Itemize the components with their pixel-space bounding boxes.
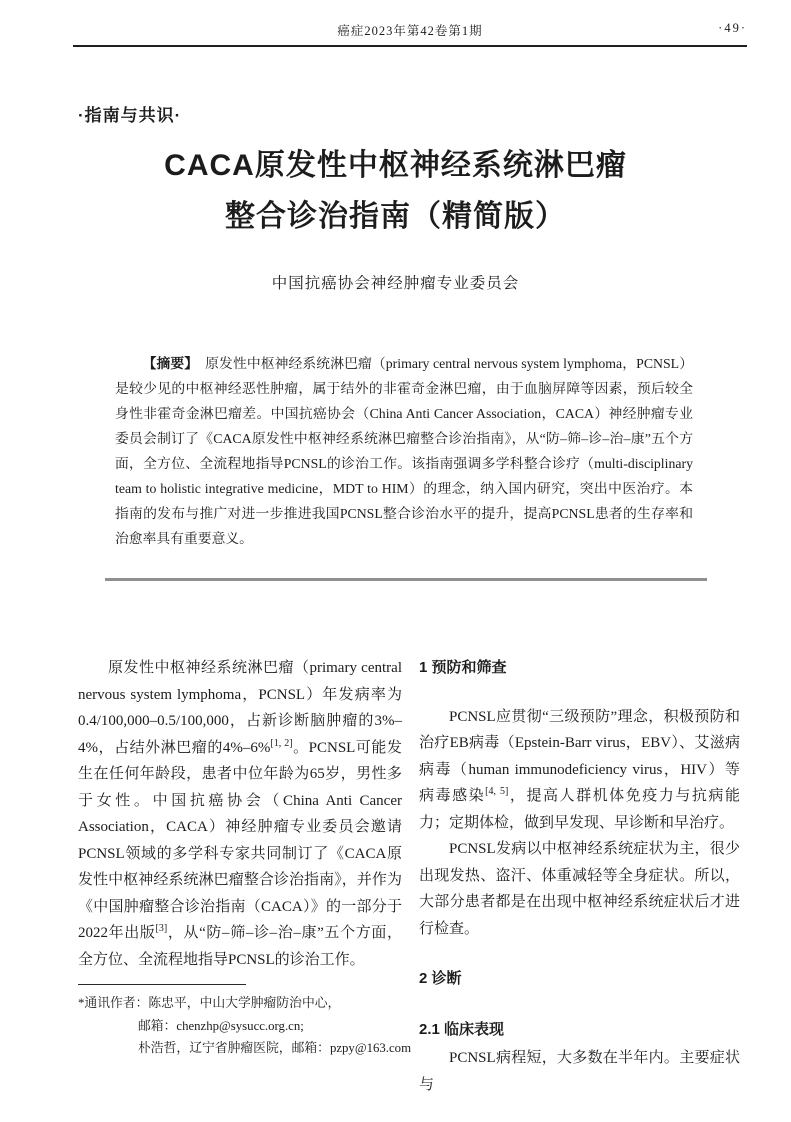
section1-text-2: ，提高人群机体免疫力与抗病能力；定期体检，做到早发现、早诊断和早治疗。: [419, 788, 740, 831]
article-title-line1: CACA原发性中枢神经系统淋巴瘤: [164, 149, 627, 182]
intro-text-3: ，从“防–筛–诊–治–康”五个方面，全方位、全流程地指导PCNSL的诊治工作。: [78, 925, 402, 968]
section1-text-1: PCNSL应贯彻“三级预防”理念，积极预防和治疗EB病毒（Epstein-Barr virus，EBV）、艾滋病病毒（human immunodeficiency virus，HIV）等病毒感染: [419, 708, 740, 804]
footnote-line2: 邮箱：chenzhp@sysucc.org.cn;: [138, 1018, 304, 1033]
citation-ref-4-5: [4, 5]: [485, 786, 509, 797]
byline: 中国抗癌协会神经肿瘤专业委员会: [271, 275, 520, 292]
article-title: [0, 140, 791, 242]
footnote-line1: *通讯作者：陈忠平，中山大学肿瘤防治中心，: [78, 996, 341, 1010]
corresponding-author-footnote: [78, 984, 418, 1060]
abstract-text: 原发性中枢神经系统淋巴瘤（primary central nervous system lymphoma，PCNSL）是较少见的中枢神经恶性肿瘤，属于结外的非霍奇金淋巴瘤，由于血脑屏障等因素，预后较全身性非霍奇金淋巴瘤差。中国抗癌协会（China Anti Cancer Association，CACA）神经肿瘤专业委员会制订了《CACA原发性中枢神经系统淋巴瘤整合诊治指南》，从“防–筛–诊–治–康”五个方面，全方位、全流程地指导PCNSL的诊治工作。该指南强调多学科整合诊疗（multi-disciplinary team to holistic integrative medicine，MDT to HIM）的理念，纳入国内研究，突出中医治疗。本指南的发布与推广对进一步推进我国PCNSL整合诊治水平的提升，提高PCNSL患者的生存率和治愈率具有重要意义。: [115, 356, 693, 546]
article-title-line2: 整合诊治指南（精简版）: [225, 200, 566, 233]
abstract-label: 【摘要】: [142, 356, 192, 371]
heading-section-1: 1 预防和筛查: [419, 659, 507, 676]
right-column: [419, 655, 740, 1098]
citation-ref-3: [3]: [155, 923, 168, 934]
intro-text-2: 。PCNSL可能发生在任何年龄段，患者中位年龄为65岁，男性多于女性。中国抗癌协会（China Anti Cancer Association，CACA）神经肿瘤专业委员会邀请PCNSL领域的多学科专家共同制订了《CACA原发性中枢神经系统淋巴瘤整合诊治指南》，并作为《中国肿瘤整合诊治指南（CACA）》的一部分于2022年出版: [78, 739, 402, 941]
journal-issue: 癌症2023年第42卷第1期: [337, 24, 483, 38]
abstract: [115, 351, 693, 551]
section2-paragraph1: PCNSL病程短，大多数在半年内。主要症状与: [419, 1050, 740, 1093]
header-rule: [73, 45, 747, 47]
left-column: [78, 655, 402, 973]
abstract-divider-rule: [105, 578, 707, 581]
intro-paragraph: [78, 655, 402, 973]
page-number: ·49·: [718, 21, 747, 35]
running-head: [73, 21, 747, 39]
heading-section-2-1: 2.1 临床表现: [419, 1020, 505, 1038]
citation-ref-1-2: [1, 2]: [270, 737, 293, 749]
intro-text-1: 原发性中枢神经系统淋巴瘤（primary central nervous system lymphoma，PCNSL）年发病率为0.4/100,000–0.5/100,000，占新诊断脑肿瘤的3%–4%，占结外淋巴瘤的4%–6%: [78, 660, 402, 756]
section-label: ·指南与共识·: [78, 106, 182, 125]
heading-section-2: 2 诊断: [419, 970, 462, 987]
footnote-line3: 朴浩哲，辽宁省肿瘤医院，邮箱：pzpy@163.com: [138, 1041, 412, 1055]
footnote-rule: [78, 984, 246, 985]
section1-paragraph2: PCNSL发病以中枢神经系统症状为主，很少出现发热、盗汗、体重减轻等全身症状。所以，大部分患者都是在出现中枢神经系统症状后才进行检查。: [419, 841, 740, 937]
section1-paragraph1: [419, 704, 740, 837]
